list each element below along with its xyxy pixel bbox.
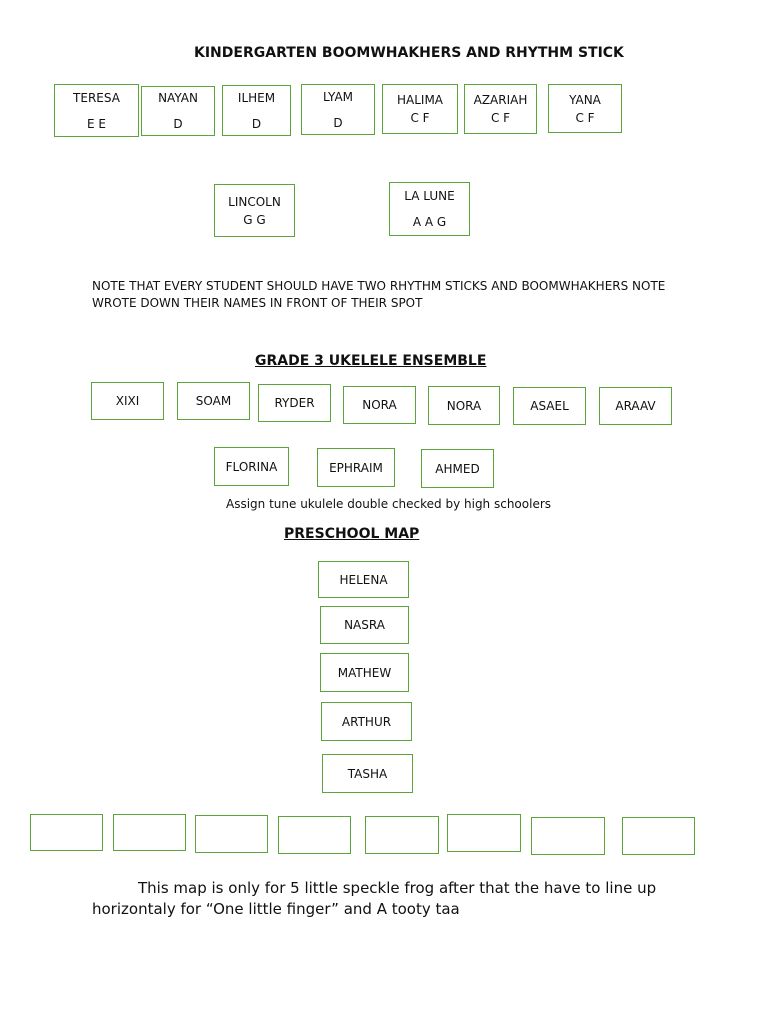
kindergarten-spot bbox=[301, 84, 375, 135]
empty-spot bbox=[195, 815, 268, 853]
kindergarten-spot bbox=[464, 84, 537, 134]
student-name: RYDER bbox=[274, 396, 315, 410]
preschool-footer bbox=[92, 878, 712, 920]
student-name: AHMED bbox=[435, 461, 480, 476]
student-notes: D bbox=[333, 115, 343, 130]
student-name: XIXI bbox=[115, 394, 140, 408]
student-notes: D bbox=[251, 116, 262, 131]
empty-spot bbox=[531, 817, 605, 855]
student-name: LYAM bbox=[322, 89, 354, 104]
student-name: TASHA bbox=[347, 766, 388, 781]
kindergarten-spot bbox=[382, 84, 458, 134]
kindergarten-spot bbox=[548, 84, 622, 133]
student-name: ASAEL bbox=[530, 399, 569, 413]
grade3-spot bbox=[513, 387, 586, 425]
empty-spot bbox=[447, 814, 521, 852]
student-name: TERESA bbox=[73, 90, 120, 105]
student-name: AZARIAH bbox=[473, 93, 528, 107]
grade3-spot bbox=[177, 382, 250, 420]
empty-spot bbox=[278, 816, 351, 854]
preschool-spot bbox=[318, 561, 409, 598]
empty-spot bbox=[113, 814, 186, 851]
kindergarten-spot bbox=[389, 182, 470, 236]
preschool-title: PRESCHOOL MAP bbox=[284, 526, 420, 542]
student-name: NAYAN bbox=[158, 91, 198, 105]
empty-spot bbox=[622, 817, 695, 855]
note-line: WROTE DOWN THEIR NAMES IN FRONT OF THEIR SPOT bbox=[92, 296, 423, 310]
student-name: LA LUNE bbox=[404, 189, 455, 203]
kindergarten-title: KINDERGARTEN BOOMWHAKHERS AND RHYTHM STICK bbox=[194, 45, 624, 61]
student-notes: G G bbox=[243, 212, 266, 227]
grade3-spot bbox=[421, 449, 494, 488]
student-notes: C F bbox=[490, 111, 511, 125]
grade3-spot bbox=[599, 387, 672, 425]
footer-line: horizontaly for “One little finger” and A tooty taa bbox=[92, 900, 460, 918]
grade3-spot bbox=[317, 448, 395, 487]
student-name: HELENA bbox=[339, 572, 388, 587]
student-notes: D bbox=[173, 117, 183, 131]
student-notes: C F bbox=[575, 110, 595, 125]
kindergarten-note bbox=[92, 278, 665, 312]
student-name: NORA bbox=[362, 398, 397, 412]
empty-spot bbox=[30, 814, 103, 851]
student-notes: E E bbox=[87, 116, 106, 131]
student-name: FLORINA bbox=[225, 459, 278, 474]
student-name: YANA bbox=[569, 92, 601, 107]
kindergarten-spot bbox=[141, 86, 215, 136]
student-name: LINCOLN bbox=[228, 194, 281, 209]
grade3-spot bbox=[214, 447, 289, 486]
student-name: MATHEW bbox=[337, 665, 392, 680]
preschool-spot bbox=[320, 653, 409, 692]
student-name: HALIMA bbox=[396, 93, 444, 107]
grade3-title: GRADE 3 UKELELE ENSEMBLE bbox=[255, 353, 487, 369]
student-name: NASRA bbox=[344, 618, 385, 632]
kindergarten-spot bbox=[222, 85, 291, 136]
grade3-spot bbox=[258, 384, 331, 422]
grade3-spot bbox=[428, 386, 500, 425]
note-line: NOTE THAT EVERY STUDENT SHOULD HAVE TWO RHYTHM STICKS AND BOOMWHAKHERS NOTE bbox=[92, 279, 666, 293]
student-name: SOAM bbox=[195, 394, 232, 408]
preschool-spot bbox=[322, 754, 413, 793]
student-name: EPHRAIM bbox=[329, 460, 383, 475]
student-name: ILHEM bbox=[237, 90, 276, 105]
student-name: ARAAV bbox=[615, 399, 656, 413]
empty-spot bbox=[365, 816, 439, 854]
kindergarten-spot bbox=[214, 184, 295, 237]
student-name: NORA bbox=[446, 398, 482, 413]
student-name: ARTHUR bbox=[341, 714, 392, 729]
grade3-spot bbox=[91, 382, 164, 420]
grade3-caption: Assign tune ukulele double checked by high schoolers bbox=[226, 497, 552, 511]
preschool-spot bbox=[321, 702, 412, 741]
student-notes: C F bbox=[410, 111, 430, 125]
kindergarten-spot bbox=[54, 84, 139, 137]
footer-line: This map is only for 5 little speckle frog after that the have to line up bbox=[138, 879, 657, 897]
preschool-spot bbox=[320, 606, 409, 644]
grade3-spot bbox=[343, 386, 416, 424]
student-notes: A A G bbox=[412, 215, 447, 229]
